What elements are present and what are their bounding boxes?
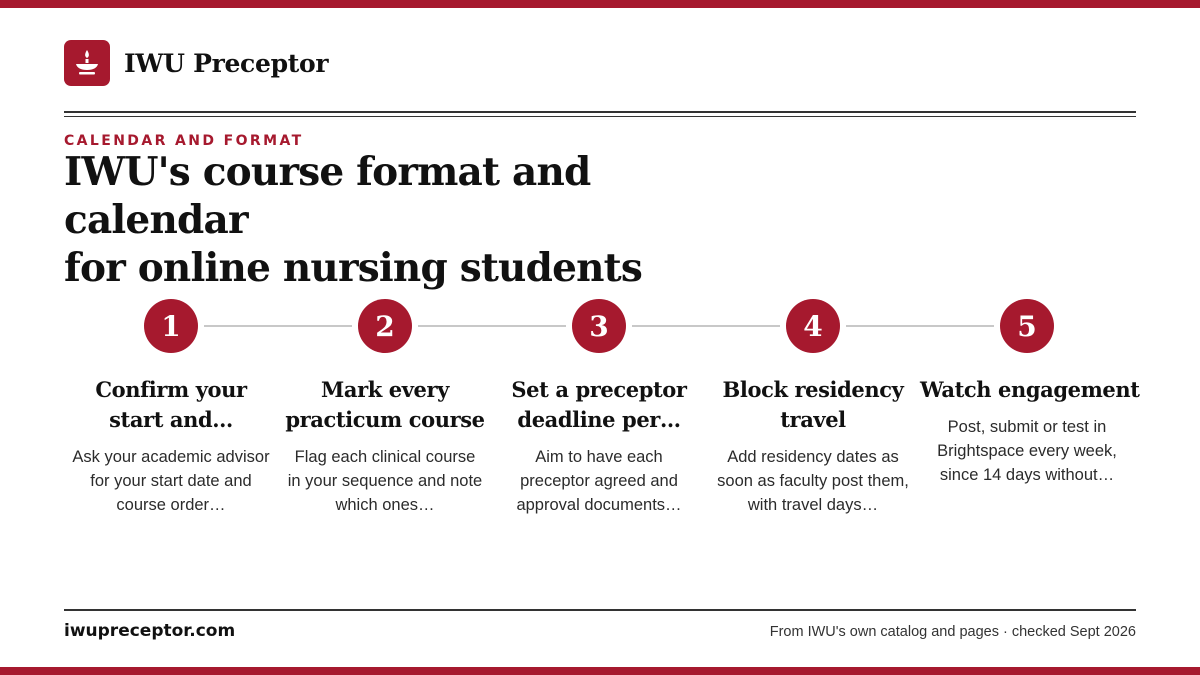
top-accent-bar (0, 0, 1200, 8)
step-3 (492, 299, 706, 517)
step-title (64, 375, 278, 435)
step-number-badge: 5 (1000, 299, 1054, 353)
step-description: Ask your academic advisor for your start date and course order… (72, 448, 270, 514)
header-rule-thin (64, 116, 1136, 117)
step-title (920, 375, 1140, 405)
step-title (492, 375, 706, 435)
step-title-line: Block residency (722, 377, 904, 402)
step-title (278, 375, 492, 435)
step-number-badge: 3 (572, 299, 626, 353)
step-title-line: practicum course (285, 407, 485, 432)
step-title-line: Mark every (321, 377, 449, 402)
bottom-accent-bar (0, 667, 1200, 675)
step-title-line: deadline per… (517, 407, 681, 432)
section-eyebrow: CALENDAR AND FORMAT (64, 133, 304, 149)
step-title (706, 375, 920, 435)
brand-name: IWU Preceptor (124, 48, 329, 78)
step-number-badge: 2 (358, 299, 412, 353)
step-2 (278, 299, 492, 517)
footer-source-note: From IWU's own catalog and pages · checked Sept 2026 (769, 624, 1136, 640)
brand-header (64, 40, 328, 86)
footer-rule (64, 609, 1136, 611)
title-line-1: IWU's course format and calendar (64, 149, 591, 243)
step-number-badge: 4 (786, 299, 840, 353)
title-line-2: for online nursing students (64, 245, 643, 291)
step-title-line: start and… (109, 407, 233, 432)
step-title-line: Set a preceptor (511, 377, 687, 402)
step-description: Add residency dates as soon as faculty post them, with travel days… (717, 448, 909, 514)
step-5 (920, 299, 1140, 487)
lamp-icon (64, 40, 110, 86)
step-title-line: Watch engagement (920, 377, 1140, 402)
step-number-badge: 1 (144, 299, 198, 353)
step-4 (706, 299, 920, 517)
step-description: Aim to have each preceptor agreed and approval documents… (516, 448, 682, 514)
step-description: Flag each clinical course in your sequence and note which ones… (287, 448, 483, 514)
step-title-line: Confirm your (95, 377, 247, 402)
step-1 (64, 299, 278, 517)
step-title-line: travel (780, 407, 846, 432)
step-description: Post, submit or test in Brightspace every week, since 14 days without… (937, 418, 1117, 484)
page-title (64, 148, 784, 292)
footer-url: iwupreceptor.com (64, 621, 236, 641)
header-rule (64, 111, 1136, 113)
